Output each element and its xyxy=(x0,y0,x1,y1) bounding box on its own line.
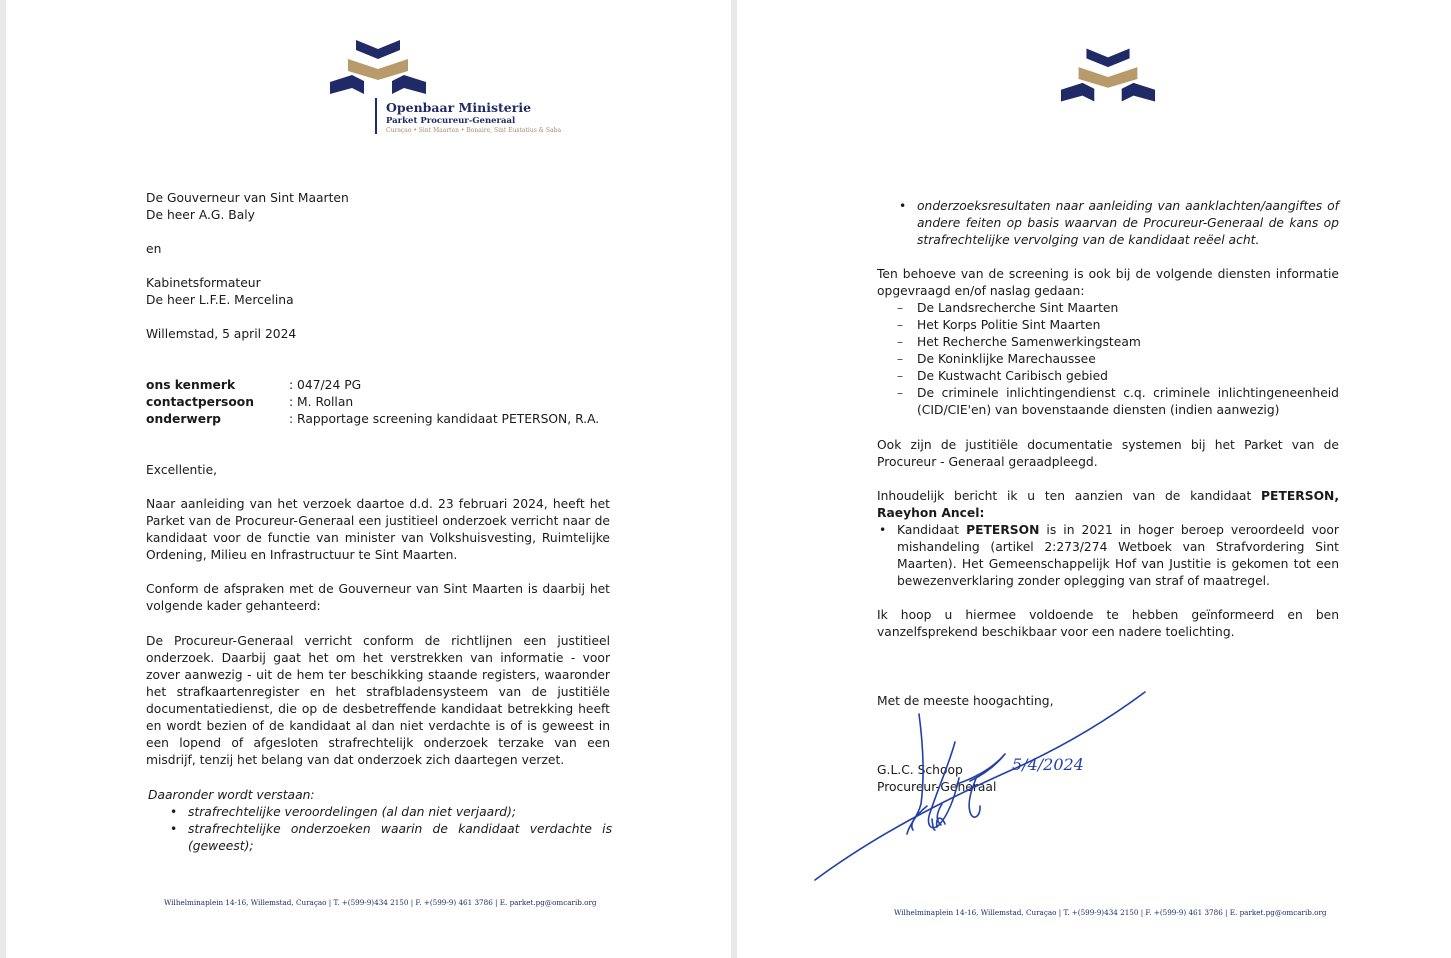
meta-value: : 047/24 PG xyxy=(289,378,362,392)
list-item: – De Landsrecherche Sint Maarten xyxy=(877,300,1339,317)
footer-address: Wilhelminaplein 14-16, Willemstad, Curaçao | T. +(599-9)434 2150 | F. +(599-9) 461 3786 | E. parket.pg@omcarib.org xyxy=(164,898,597,907)
criteria-list xyxy=(168,804,612,855)
letter-page-2 xyxy=(737,0,1451,958)
list-item xyxy=(877,522,1339,590)
paragraph-lead: Inhoudelijk bericht ik u ten aanzien van de kandidaat xyxy=(877,489,1262,503)
footer-address: Wilhelminaplein 14-16, Willemstad, Curaçao | T. +(599-9)434 2150 | F. +(599-9) 461 3786 | E. parket.pg@omcarib.org xyxy=(894,908,1327,917)
services-list xyxy=(877,300,1339,419)
addressee-line-4: De heer L.F.E. Mercelina xyxy=(146,293,294,307)
addressee-line-3: Kabinetsformateur xyxy=(146,276,261,290)
findings-list xyxy=(877,522,1339,590)
logo-subtitle: Parket Procureur-Generaal xyxy=(386,116,516,126)
candidate-name: PETERSON, Raeyhon Ancel xyxy=(877,489,1339,520)
list-item: • strafrechtelijke onderzoeken waarin de kandidaat verdachte is (geweest); xyxy=(168,821,612,855)
paragraph-colon: : xyxy=(979,506,985,520)
signatory-title: Procureur-Generaal xyxy=(877,780,997,794)
addressee-connector: en xyxy=(146,242,162,256)
addressee-line-2: De heer A.G. Baly xyxy=(146,208,255,222)
list-item: – De criminele inlichtingendienst c.q. criminele inlichtingeneenheid (CID/CIE'en) van bovenstaande diensten (indien aanwezig) xyxy=(877,385,1339,419)
criteria-list-continued xyxy=(897,198,1339,249)
body-paragraph-4: Ten behoeve van de screening is ook bij de volgende diensten informatie opgevraagd en/of naslag gedaan: xyxy=(877,267,1339,298)
finding-text: is in 2021 in hoger beroep veroordeeld voor mishandeling (artikel 2:273/274 Wetboek van Strafvordering Sint Maarten). Het Gemeenschappelijk Hof van Justitie is gekomen tot een bewezenverklaring zonder oplegging van straf of maatregel. xyxy=(897,523,1339,588)
body-paragraph-6 xyxy=(877,488,1339,522)
body-paragraph-2: Conform de afspraken met de Gouverneur van Sint Maarten is daarbij het volgende kader gehanteerd: xyxy=(146,582,610,613)
meta-key: contactpersoon xyxy=(146,395,255,409)
signature-date: 5/4/2024 xyxy=(1012,755,1084,774)
finding-lead: Kandidaat xyxy=(897,523,967,537)
list-item: – De Koninklijke Marechaussee xyxy=(877,351,1339,368)
list-item: – De Kustwacht Caribisch gebied xyxy=(877,368,1339,385)
meta-contact xyxy=(146,394,616,411)
logo-name: Openbaar Ministerie xyxy=(386,100,532,115)
place-date: Willemstad, 5 april 2024 xyxy=(146,327,297,341)
body-paragraph-1: Naar aanleiding van het verzoek daartoe d.d. 23 februari 2024, heeft het Parket van de Procureur-Generaal een justitieel onderzoek verricht naar de kandidaat voor de functie van minister van Volkshuisvesting, Ruimtelijke Ordening, Milieu en Infrastructuur te Sint Maarten. xyxy=(146,497,610,562)
meta-value: : M. Rollan xyxy=(289,395,354,409)
list-intro: Daaronder wordt verstaan: xyxy=(148,788,315,802)
om-logo-icon xyxy=(328,40,428,96)
addressee-line-1: De Gouverneur van Sint Maarten xyxy=(146,191,349,205)
body-paragraph-7: Ik hoop u hiermee voldoende te hebben geïnformeerd en ben vanzelfsprekend beschikbaar voor een nadere toelichting. xyxy=(877,608,1339,639)
closing: Met de meeste hoogachting, xyxy=(877,694,1054,708)
logo-divider xyxy=(375,98,377,134)
meta-reference xyxy=(146,377,616,394)
list-item: • onderzoeksresultaten naar aanleiding van aanklachten/aangiftes of andere feiten op basis waarvan de Procureur-Generaal de kans op strafrechtelijke vervolging van de kandidaat reëel acht. xyxy=(897,198,1339,249)
salutation: Excellentie, xyxy=(146,463,218,477)
body-paragraph-5: Ook zijn de justitiële documentatie systemen bij het Parket van de Procureur - Generaal geraadpleegd. xyxy=(877,438,1339,469)
meta-key: ons kenmerk xyxy=(146,378,236,392)
list-item: – Het Korps Politie Sint Maarten xyxy=(877,317,1339,334)
logo-regions: Curaçao • Sint Maarten • Bonaire, Sint Eustatius & Saba xyxy=(386,127,562,134)
finding-name: PETERSON xyxy=(966,523,1040,537)
meta-key: onderwerp xyxy=(146,412,221,426)
signatory-name: G.L.C. Schoop xyxy=(877,763,963,777)
letter-page-1 xyxy=(6,0,731,958)
meta-value: : Rapportage screening kandidaat PETERSON, R.A. xyxy=(289,412,600,426)
list-item: – Het Recherche Samenwerkingsteam xyxy=(877,334,1339,351)
meta-subject xyxy=(146,411,616,428)
list-item: • strafrechtelijke veroordelingen (al dan niet verjaard); xyxy=(168,804,612,821)
om-logo-icon xyxy=(1059,48,1157,104)
body-paragraph-3: De Procureur-Generaal verricht conform de richtlijnen een justitieel onderzoek. Daarbij gaat het om het verstrekken van informatie - voor zover aanwezig - uit de hem ter beschikking staande registers, waaronder het strafkaartenregister en het strafbladensysteem van de justitiële documentatiedienst, die op de desbetreffende kandidaat betrekking heeft en wordt bezien of de kandidaat al dan niet verdachte is of is geweest in een lopend of afgesloten strafrechtelijk onderzoek terzake van een misdrijf, tenzij het belang van dat onderzoek zich daartegen verzet. xyxy=(146,634,610,767)
handwritten-signature xyxy=(807,684,1157,889)
